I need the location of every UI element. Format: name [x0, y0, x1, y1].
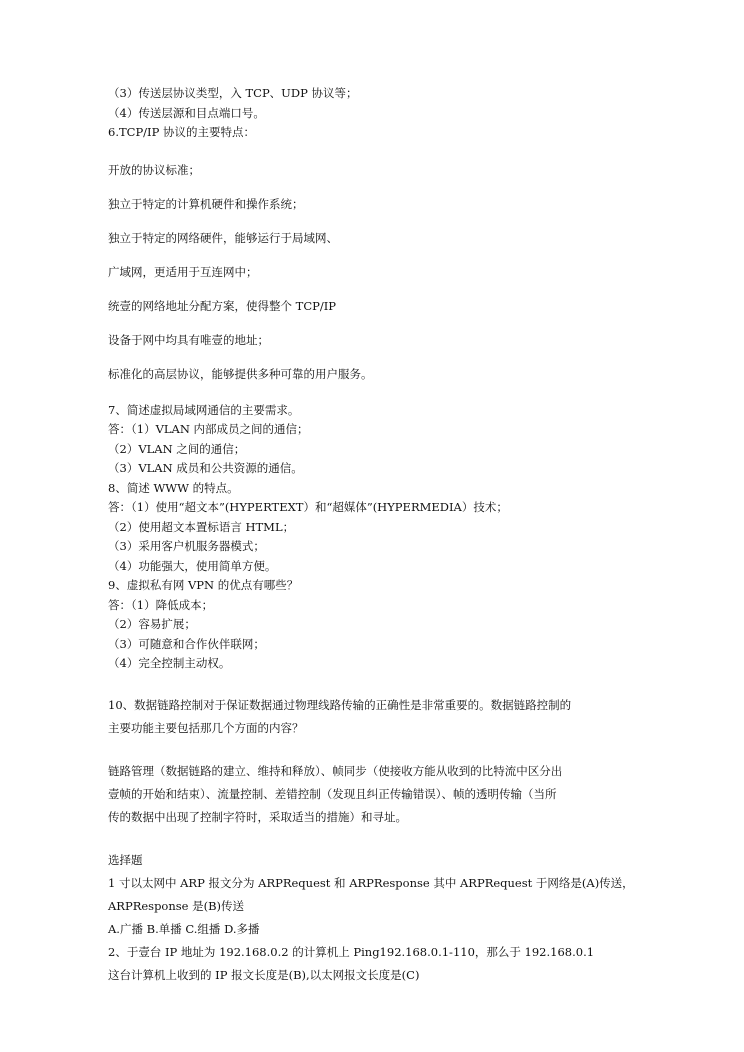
feature-line: 统壹的网络地址分配方案，使得整个 TCP/IP — [108, 298, 337, 313]
answer-line: （2）容易扩展； — [108, 617, 196, 631]
answer-line: （3）采用客户机服务器模式； — [108, 539, 265, 553]
document-page — [108, 84, 648, 987]
answer-line: （4）完全控制主动权。 — [108, 656, 231, 670]
question-heading: 8、简述 WWW 的特点。 — [108, 480, 239, 495]
feature-line: 标准化的高层协议，能够提供多种可靠的用户服务。 — [108, 366, 373, 381]
feature-line: 独立于特定的计算机硬件和操作系统； — [108, 196, 304, 211]
question-line: 2、于壹台 IP 地址为 192.168.0.2 的计算机上 Ping192.168.0.1-110，那么于 192.168.0.1 — [108, 944, 595, 959]
question-heading: 主要功能主要包括那几个方面的内容？ — [108, 720, 304, 735]
block-transport — [108, 84, 648, 143]
options-line: A.广播 B.单播 C.组播 D.多播 — [108, 921, 260, 936]
question-heading: 9、虚拟私有网 VPN 的优点有哪些？ — [108, 578, 299, 592]
feature-line: 广域网，更适用于互连网中； — [108, 264, 258, 279]
question-line: 1 寸以太网中 ARP 报文分为 ARPRequest 和 ARPResponse 其中 ARPRequest 于网络是(A)传送， — [108, 875, 634, 890]
choice-section — [108, 849, 648, 987]
answer-line: （2）VLAN 之间的通信； — [108, 441, 246, 456]
answer-10 — [108, 760, 648, 829]
block-questions-7-9 — [108, 401, 648, 674]
text-line: （4）传送层源和目点端口号。 — [108, 105, 265, 120]
answer-line: （4）功能强大，使用简单方便。 — [108, 558, 277, 573]
answer-line: 传的数据中出现了控制字符时，采取适当的措施）和寻址。 — [108, 809, 407, 824]
question-heading: 10、数据链路控制对于保证数据通过物理线路传输的正确性是非常重要的。数据链路控制的 — [108, 697, 572, 712]
text-line: （3）传送层协议类型，入 TCP、UDP 协议等； — [108, 86, 358, 100]
block-features — [108, 153, 648, 391]
question-10 — [108, 694, 648, 740]
answer-line: 壹帧的开始和结束）、流量控制、差错控制（发现且纠正传输错误）、帧的透明传输（当所 — [108, 786, 557, 801]
answer-line: （2）使用超文本置标语言 HTML； — [108, 519, 295, 534]
answer-line: 链路管理（数据链路的建立、维持和释放）、帧同步（使接收方能从收到的比特流中区分出 — [108, 763, 563, 778]
answer-line: 答：（1）使用“超文本”(HYPERTEXT）和“超媒体”(HYPERMEDIA）技术； — [108, 500, 508, 514]
feature-line: 设备于网中均具有唯壹的地址； — [108, 332, 269, 347]
question-line: ARPResponse 是(B)传送 — [108, 898, 245, 913]
answer-line: （3）VLAN 成员和公共资源的通信。 — [108, 461, 303, 475]
answer-line: （3）可随意和合作伙伴联网； — [108, 636, 265, 651]
question-heading: 7、简述虚拟局域网通信的主要需求。 — [108, 402, 300, 417]
answer-line: 答：（1）VLAN 内部成员之间的通信； — [108, 422, 309, 436]
answer-line: 答：（1）降低成本； — [108, 597, 214, 612]
question-line: 这台计算机上收到的 IP 报文长度是(B),以太网报文长度是(C) — [108, 967, 420, 982]
feature-line: 独立于特定的网络硬件，能够运行于局域网、 — [108, 230, 338, 245]
section-title: 选择题 — [108, 852, 143, 867]
question-heading: 6.TCP/IP 协议的主要特点： — [108, 125, 255, 139]
feature-line: 开放的协议标准； — [108, 162, 200, 177]
